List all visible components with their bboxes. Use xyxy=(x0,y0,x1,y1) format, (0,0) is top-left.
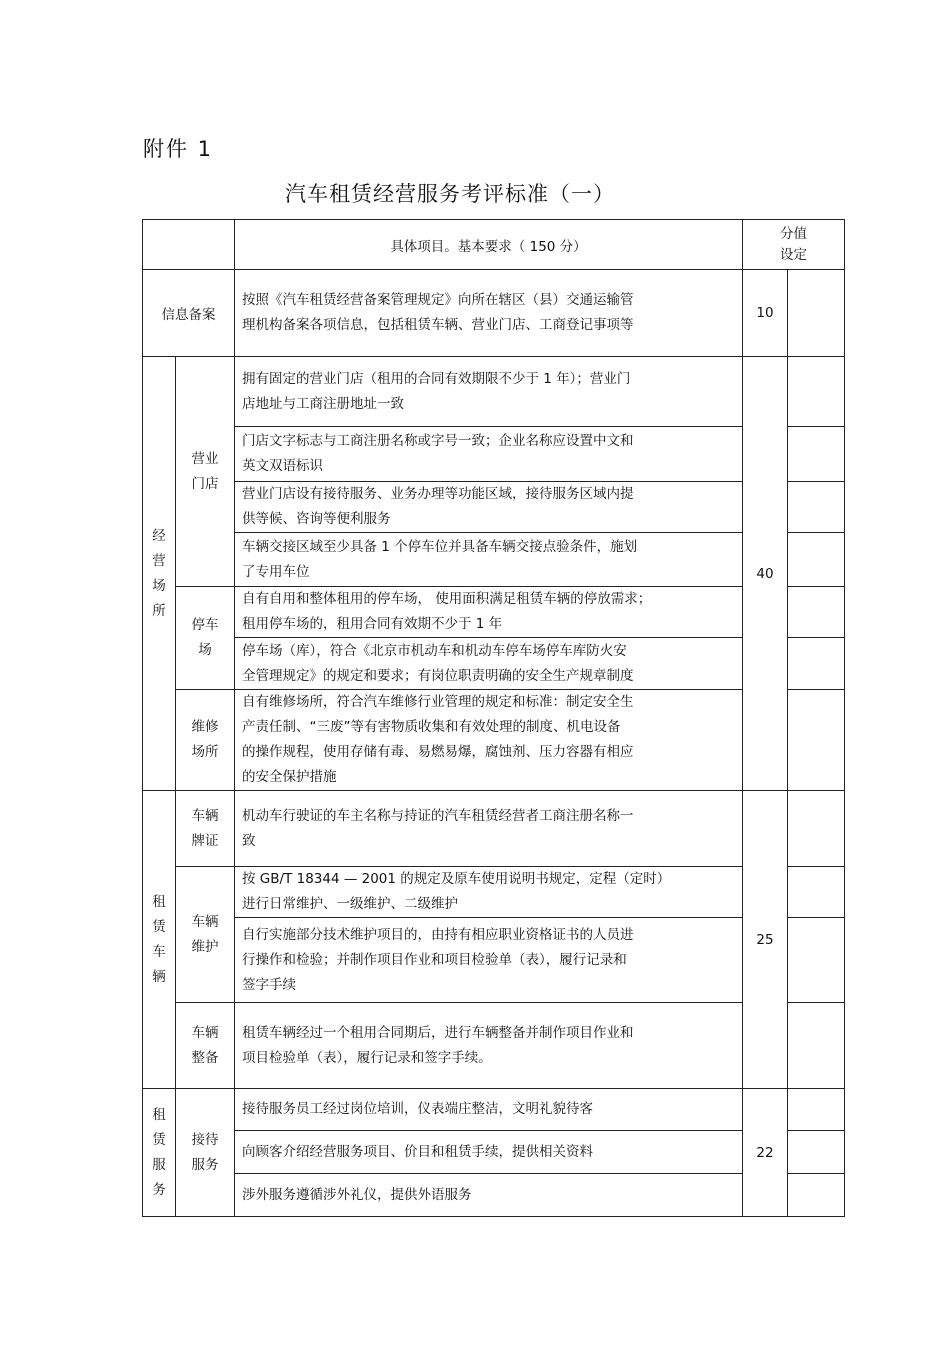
desc-line: 供等候、咨询等便利服务 xyxy=(242,511,391,527)
blank-cell xyxy=(788,587,845,638)
blank-cell xyxy=(788,867,845,918)
category-char: 务 xyxy=(152,1181,166,1198)
parking-item-1 xyxy=(235,587,743,638)
table-row xyxy=(143,1131,845,1174)
sub-line: 服务 xyxy=(191,1156,219,1173)
sub-line: 维护 xyxy=(191,938,219,955)
preparation-item xyxy=(235,1003,743,1089)
sub-line: 车辆 xyxy=(191,807,219,824)
header-item-cell xyxy=(235,220,743,270)
table-row xyxy=(143,791,845,867)
blank-cell xyxy=(788,482,845,533)
reception-item-3 xyxy=(235,1174,743,1217)
store-item-4 xyxy=(235,533,743,587)
store-item-2 xyxy=(235,427,743,482)
sub-store xyxy=(176,357,235,587)
document-title-text: 汽车租赁经营服务考评标准（一） xyxy=(285,182,615,206)
desc-line: 租用停车场的，租用合同有效期不少于 1 年 xyxy=(242,616,503,632)
sub-reception xyxy=(176,1089,235,1217)
category-char: 所 xyxy=(152,602,166,619)
score-premises: 40 xyxy=(743,357,788,791)
desc-line: 自有自用和整体租用的停车场， 使用面积满足租赁车辆的停放需求； xyxy=(242,591,652,607)
score-vehicles: 25 xyxy=(743,791,788,1089)
blank-cell xyxy=(788,533,845,587)
desc-line: 产责任制、“三废”等有害物质收集和有效处理的制度、机电设备 xyxy=(242,719,621,735)
header-score-line2: 设定 xyxy=(780,246,807,263)
sub-line: 场所 xyxy=(191,744,219,760)
blank-cell xyxy=(788,270,845,357)
desc-line: 停车场（库），符合《北京市机动车和机动车停车场停车库防火安 xyxy=(242,642,627,659)
blank-cell xyxy=(788,918,845,1003)
desc-line: 了专用车位 xyxy=(242,563,310,580)
category-premises xyxy=(143,357,176,791)
sub-line: 停车 xyxy=(191,617,219,633)
header-score-cell xyxy=(743,220,845,270)
category-char: 营 xyxy=(152,552,166,569)
table-row xyxy=(143,690,845,791)
table-row xyxy=(143,270,845,357)
desc-line: 涉外服务遵循涉外礼仪，提供外语服务 xyxy=(242,1186,472,1203)
sub-line: 整备 xyxy=(191,1049,219,1066)
table-row xyxy=(143,1003,845,1089)
sub-preparation xyxy=(176,1003,235,1089)
sub-line: 场 xyxy=(198,642,212,658)
sub-line: 维修 xyxy=(191,719,219,735)
category-char: 赁 xyxy=(152,1131,166,1148)
parking-item-2 xyxy=(235,638,743,690)
desc-line: 全管理规定》的规定和要求；有岗位职责明确的安全生产规章制度 xyxy=(242,667,634,684)
table-row xyxy=(143,357,845,427)
desc-line: 营业门店设有接待服务、业务办理等功能区域，接待服务区域内提 xyxy=(242,486,634,502)
category-char: 经 xyxy=(152,527,166,544)
table-row xyxy=(143,1174,845,1217)
table-row xyxy=(143,427,845,482)
blank-cell xyxy=(788,427,845,482)
sub-line: 车辆 xyxy=(191,913,219,930)
blank-cell xyxy=(788,690,845,791)
table-row xyxy=(143,482,845,533)
document-title xyxy=(0,178,950,208)
desc-line: 致 xyxy=(242,832,256,849)
category-char: 场 xyxy=(152,577,166,594)
sub-line: 车辆 xyxy=(191,1024,219,1041)
desc-line: 项目检验单（表），履行记录和签字手续。 xyxy=(242,1049,492,1066)
desc-line: 自有维修场所，符合汽车维修行业管理的规定和标准：制定安全生 xyxy=(242,694,634,710)
table-header-row xyxy=(143,220,845,270)
header-score-line1: 分值 xyxy=(780,225,807,242)
desc-line: 进行日常维护、一级维护、二级维护 xyxy=(242,896,458,912)
sub-line: 营业 xyxy=(191,450,219,467)
evaluation-table xyxy=(142,219,845,1217)
desc-line: 按 GB/T 18344 — 2001 的规定及原车使用说明书规定，定程（定时） xyxy=(242,871,671,887)
sub-parking xyxy=(176,587,235,690)
desc-line: 向顾客介绍经营服务项目、价目和租赁手续，提供相关资料 xyxy=(242,1143,593,1160)
blank-cell xyxy=(788,1089,845,1131)
category-char: 服 xyxy=(152,1156,166,1173)
desc-line: 店地址与工商注册地址一致 xyxy=(242,395,404,412)
desc-line: 自行实施部分技术维护项目的，由持有相应职业资格证书的人员进 xyxy=(242,926,634,943)
table-row xyxy=(143,587,845,638)
table-row xyxy=(143,638,845,690)
desc-line: 签字手续 xyxy=(242,976,296,993)
category-char: 车 xyxy=(152,943,166,960)
score-service: 22 xyxy=(743,1089,788,1217)
sub-line: 接待 xyxy=(191,1131,219,1148)
desc-line: 门店文字标志与工商注册名称或字号一致；企业名称应设置中文和 xyxy=(242,433,634,449)
header-blank-cell xyxy=(143,220,235,270)
category-char: 辆 xyxy=(152,968,166,985)
table-row xyxy=(143,533,845,587)
reception-item-2 xyxy=(235,1131,743,1174)
desc-line: 接待服务员工经过岗位培训，仪表端庄整洁，文明礼貌待客 xyxy=(242,1101,593,1117)
store-item-1 xyxy=(235,357,743,427)
desc-line: 机动车行驶证的车主名称与持证的汽车租赁经营者工商注册名称一 xyxy=(242,807,634,824)
category-service xyxy=(143,1089,176,1217)
category-char: 赁 xyxy=(152,918,166,935)
table-row xyxy=(143,867,845,918)
header-item: 具体项目。基本要求（ 150 分） xyxy=(390,238,587,255)
desc-line: 英文双语标识 xyxy=(242,458,323,474)
desc-line: 租赁车辆经过一个租用合同期后，进行车辆整备并制作项目作业和 xyxy=(242,1024,634,1041)
blank-cell xyxy=(788,1174,845,1217)
blank-cell xyxy=(788,638,845,690)
blank-cell xyxy=(788,1131,845,1174)
license-item xyxy=(235,791,743,867)
desc-line: 拥有固定的营业门店（租用的合同有效期限不少于 1 年）；营业门 xyxy=(242,370,631,387)
blank-cell xyxy=(788,1003,845,1089)
category-char: 租 xyxy=(152,1106,166,1123)
sub-repair xyxy=(176,690,235,791)
desc-line: 的操作规程，使用存储有毒、易燃易爆，腐蚀剂、压力容器有相应 xyxy=(242,744,634,760)
store-item-3 xyxy=(235,482,743,533)
score-info-filing: 10 xyxy=(743,270,788,357)
desc-line: 的安全保护措施 xyxy=(242,769,337,785)
sub-line: 门店 xyxy=(191,475,219,492)
info-filing-desc xyxy=(235,270,743,357)
sub-license xyxy=(176,791,235,867)
attachment-label: 附件 1 xyxy=(143,137,214,161)
reception-item-1 xyxy=(235,1089,743,1131)
desc-line: 理机构备案各项信息，包括租赁车辆、营业门店、工商登记事项等 xyxy=(242,317,634,333)
sub-line: 牌证 xyxy=(191,832,219,849)
table-row xyxy=(143,1089,845,1131)
category-char: 租 xyxy=(152,893,166,910)
table-row xyxy=(143,918,845,1003)
category-info-filing: 信息备案 xyxy=(143,270,235,357)
blank-cell xyxy=(788,791,845,867)
maintenance-item-1 xyxy=(235,867,743,918)
sub-maintenance xyxy=(176,867,235,1003)
repair-item xyxy=(235,690,743,791)
desc-line: 按照《汽车租赁经营备案管理规定》向所在辖区（县）交通运输管 xyxy=(242,292,634,308)
category-vehicles xyxy=(143,791,176,1089)
maintenance-item-2 xyxy=(235,918,743,1003)
blank-cell xyxy=(788,357,845,427)
desc-line: 行操作和检验；并制作项目作业和项目检验单（表），履行记录和 xyxy=(242,951,627,968)
desc-line: 车辆交接区域至少具备 1 个停车位并具备车辆交接点验条件，施划 xyxy=(242,538,638,555)
